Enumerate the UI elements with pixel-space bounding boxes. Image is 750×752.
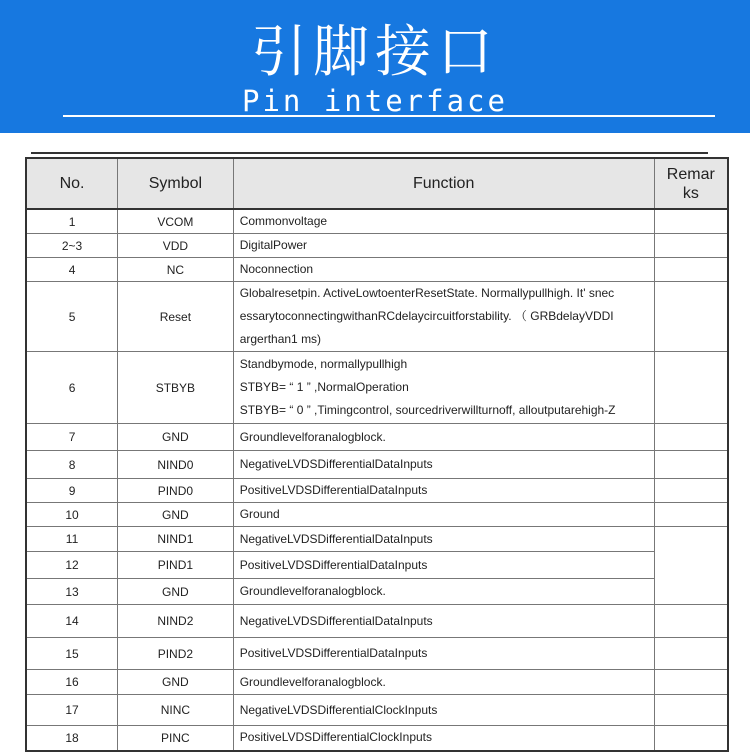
table-row: [26, 451, 728, 479]
table-row: [26, 258, 728, 282]
function-line: PositiveLVDSDifferentialDataInputs: [239, 646, 428, 660]
remarks-cell: [654, 638, 728, 670]
pin-function: [233, 503, 654, 527]
function-line: Groundlevelforanalogblock.: [239, 429, 386, 444]
function-line: NegativeLVDSDifferentialDataInputs: [239, 531, 433, 546]
function-line: PositiveLVDSDifferentialDataInputs: [239, 557, 428, 572]
pin-symbol: GND: [118, 670, 234, 695]
remarks-cell: [654, 258, 728, 282]
remarks-cell: [654, 352, 728, 424]
table-row: [26, 605, 728, 638]
remarks-cell: [654, 695, 728, 726]
function-line: Standbymode, normallypullhigh: [239, 357, 408, 371]
table-row: [26, 579, 728, 605]
pin-number: 16: [26, 670, 118, 695]
pin-number: 8: [26, 451, 118, 479]
function-line: Ground: [239, 507, 280, 521]
table-row: [26, 726, 728, 751]
pin-number: 12: [26, 552, 118, 579]
table-row: [26, 479, 728, 503]
pin-function: [233, 282, 654, 352]
pin-function: [233, 695, 654, 726]
pin-number: 18: [26, 726, 118, 751]
pin-symbol: NINC: [118, 695, 234, 726]
title-english: Pin interface: [242, 84, 508, 118]
table-row: [26, 695, 728, 726]
function-line: Commonvoltage: [239, 214, 328, 228]
table-row: [26, 282, 728, 352]
remarks-cell: [654, 209, 728, 234]
table-row: [26, 209, 728, 234]
function-line: STBYB= “ 0 ” ,Timingcontrol, sourcedriverwillturnoff, alloutputarehigh-Z: [239, 403, 616, 417]
pin-symbol: VDD: [118, 234, 234, 258]
header-banner: [0, 0, 750, 133]
pin-number: 10: [26, 503, 118, 527]
pin-symbol: PINC: [118, 726, 234, 751]
pin-function: [233, 605, 654, 638]
pin-function: [233, 726, 654, 751]
pin-number: 14: [26, 605, 118, 638]
pin-symbol: Reset: [118, 282, 234, 352]
pin-symbol: NIND2: [118, 605, 234, 638]
function-line: STBYB= “ 1 ” ,NormalOperation: [239, 380, 409, 394]
remarks-cell: [654, 503, 728, 527]
pin-symbol: NC: [118, 258, 234, 282]
pin-table: [25, 157, 729, 752]
pin-symbol: PIND2: [118, 638, 234, 670]
title-chinese: 引脚接口: [251, 20, 499, 85]
pin-number: 6: [26, 352, 118, 424]
column-header-no: No.: [26, 158, 118, 209]
pin-function: [233, 638, 654, 670]
function-line: PositiveLVDSDifferentialClockInputs: [239, 730, 432, 745]
table-row: [26, 352, 728, 424]
function-line: Groundlevelforanalogblock.: [239, 674, 386, 689]
pin-symbol: PIND1: [118, 552, 234, 579]
pin-symbol: GND: [118, 579, 234, 605]
pin-number: 2~3: [26, 234, 118, 258]
function-line: Globalresetpin. ActiveLowtoenterResetState. Normallypullhigh. It' snec: [239, 286, 615, 300]
pin-number: 5: [26, 282, 118, 352]
column-header-remarks: Remar ks: [654, 158, 728, 209]
pin-number: 9: [26, 479, 118, 503]
table-row: [26, 552, 728, 579]
pin-symbol: NIND0: [118, 451, 234, 479]
column-header-symbol: Symbol: [118, 158, 234, 209]
pin-symbol: PIND0: [118, 479, 234, 503]
pin-number: 7: [26, 424, 118, 451]
pin-number: 4: [26, 258, 118, 282]
table-row: [26, 503, 728, 527]
pin-number: 1: [26, 209, 118, 234]
table-row: [26, 527, 728, 552]
table-row: [26, 638, 728, 670]
function-line: Noconnection: [239, 262, 314, 276]
function-line: argerthan1 ms): [239, 332, 322, 346]
remarks-cell: [654, 605, 728, 638]
function-line: PositiveLVDSDifferentialDataInputs: [239, 483, 428, 497]
pin-function: [233, 352, 654, 424]
remarks-cell: [654, 282, 728, 352]
remarks-cell: [654, 726, 728, 751]
divider: [31, 152, 708, 154]
function-line: essarytoconnectingwithanRCdelaycircuitforstability. （ GRBdelayVDDI: [239, 309, 614, 323]
pin-symbol: STBYB: [118, 352, 234, 424]
table-row: [26, 234, 728, 258]
pin-function: [233, 258, 654, 282]
remarks-cell: [654, 479, 728, 503]
pin-function: [233, 527, 654, 552]
pin-symbol: GND: [118, 503, 234, 527]
function-line: NegativeLVDSDifferentialClockInputs: [239, 702, 438, 717]
pin-function: [233, 234, 654, 258]
remarks-cell: [654, 451, 728, 479]
remarks-cell: [654, 670, 728, 695]
pin-number: 11: [26, 527, 118, 552]
pin-number: 15: [26, 638, 118, 670]
remarks-cell: [654, 234, 728, 258]
remarks-cell: [654, 527, 728, 605]
function-line: NegativeLVDSDifferentialDataInputs: [239, 457, 433, 471]
function-line: Groundlevelforanalogblock.: [239, 584, 386, 598]
pin-function: [233, 579, 654, 605]
pin-function: [233, 451, 654, 479]
pin-symbol: VCOM: [118, 209, 234, 234]
pin-number: 17: [26, 695, 118, 726]
function-line: NegativeLVDSDifferentialDataInputs: [239, 613, 433, 628]
pin-function: [233, 670, 654, 695]
column-header-function: Function: [233, 158, 654, 209]
pin-number: 13: [26, 579, 118, 605]
pin-function: [233, 424, 654, 451]
table-row: [26, 670, 728, 695]
remarks-cell: [654, 424, 728, 451]
pin-symbol: NIND1: [118, 527, 234, 552]
function-line: DigitalPower: [239, 238, 308, 252]
pin-function: [233, 479, 654, 503]
pin-function: [233, 209, 654, 234]
pin-symbol: GND: [118, 424, 234, 451]
pin-function: [233, 552, 654, 579]
table-row: [26, 424, 728, 451]
